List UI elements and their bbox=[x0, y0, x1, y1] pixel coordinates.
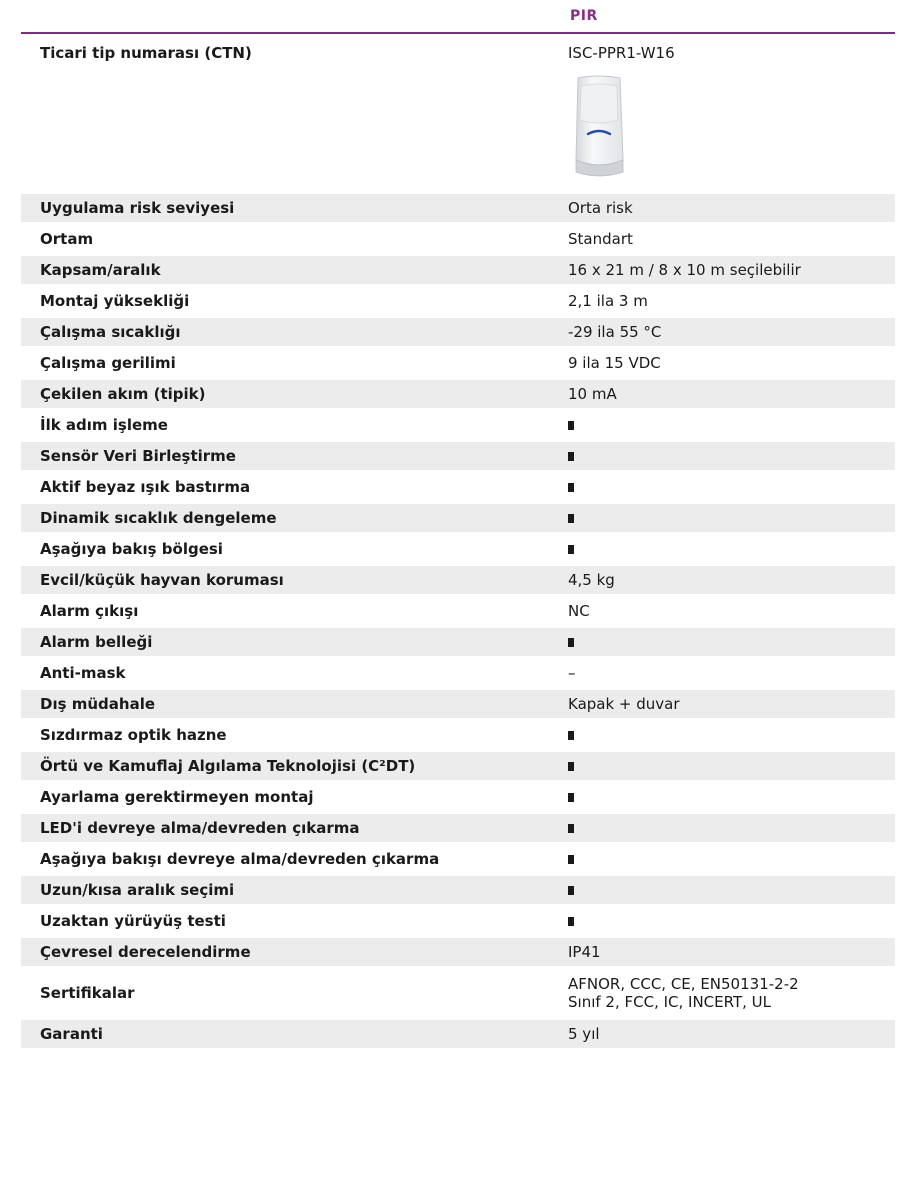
table-row bbox=[21, 721, 895, 752]
row-value: 2,1 ila 3 m bbox=[568, 292, 648, 310]
row-label: Çalışma sıcaklığı bbox=[40, 323, 181, 341]
row-label: Evcil/küçük hayvan koruması bbox=[40, 571, 284, 589]
row-value: ISC-PPR1-W16 bbox=[568, 44, 675, 62]
row-value bbox=[549, 721, 895, 749]
row-label: Çekilen akım (tipik) bbox=[40, 385, 206, 403]
row-value bbox=[549, 969, 895, 1017]
row-value bbox=[549, 504, 895, 532]
table-row bbox=[21, 442, 895, 473]
table-row bbox=[21, 1020, 895, 1051]
feature-bullet-icon bbox=[568, 731, 574, 740]
table-row bbox=[21, 256, 895, 287]
table-row bbox=[21, 752, 895, 783]
table-row bbox=[21, 380, 895, 411]
table-row-ctn bbox=[21, 34, 895, 194]
table-row bbox=[21, 845, 895, 876]
table-row bbox=[21, 690, 895, 721]
row-label: Alarm belleği bbox=[40, 633, 153, 651]
row-value bbox=[549, 752, 895, 780]
row-value-line: AFNOR, CCC, CE, EN50131-2-2 bbox=[568, 975, 799, 993]
row-label: Sızdırmaz optik hazne bbox=[40, 726, 227, 744]
table-row bbox=[21, 349, 895, 380]
row-value bbox=[549, 907, 895, 935]
row-label: İlk adım işleme bbox=[40, 416, 168, 434]
table-row bbox=[21, 907, 895, 938]
row-value bbox=[549, 442, 895, 470]
row-label: Çalışma gerilimi bbox=[40, 354, 176, 372]
feature-bullet-icon bbox=[568, 421, 574, 430]
row-value: -29 ila 55 °C bbox=[568, 323, 662, 341]
row-label: Çevresel derecelendirme bbox=[40, 943, 251, 961]
row-label: Uzun/kısa aralık seçimi bbox=[40, 881, 235, 899]
row-label: Sensör Veri Birleştirme bbox=[40, 447, 236, 465]
table-row bbox=[21, 938, 895, 969]
table-row bbox=[21, 783, 895, 814]
motion-detector-image bbox=[568, 74, 630, 180]
table-row bbox=[21, 814, 895, 845]
row-value: NC bbox=[568, 602, 590, 620]
row-value bbox=[549, 783, 895, 811]
table-row bbox=[21, 566, 895, 597]
feature-bullet-icon bbox=[568, 483, 574, 492]
row-value bbox=[549, 814, 895, 842]
feature-bullet-icon bbox=[568, 917, 574, 926]
row-value: – bbox=[568, 664, 576, 682]
row-label: Ticari tip numarası (CTN) bbox=[40, 44, 252, 62]
row-label: Alarm çıkışı bbox=[40, 602, 139, 620]
table-row bbox=[21, 318, 895, 349]
row-value: 4,5 kg bbox=[568, 571, 615, 589]
row-label: Aşağıya bakış bölgesi bbox=[40, 540, 223, 558]
row-label: Anti-mask bbox=[40, 664, 126, 682]
row-label: Garanti bbox=[40, 1025, 103, 1043]
row-label: Kapsam/aralık bbox=[40, 261, 161, 279]
row-value: Orta risk bbox=[568, 199, 633, 217]
table-row bbox=[21, 628, 895, 659]
table-row bbox=[21, 411, 895, 442]
feature-bullet-icon bbox=[568, 824, 574, 833]
feature-bullet-icon bbox=[568, 545, 574, 554]
row-value bbox=[549, 535, 895, 563]
feature-bullet-icon bbox=[568, 855, 574, 864]
row-value: Standart bbox=[568, 230, 633, 248]
row-value: 16 x 21 m / 8 x 10 m seçilebilir bbox=[568, 261, 801, 279]
row-label: Montaj yüksekliği bbox=[40, 292, 190, 310]
feature-bullet-icon bbox=[568, 638, 574, 647]
row-label: Dış müdahale bbox=[40, 695, 156, 713]
row-label: Uzaktan yürüyüş testi bbox=[40, 912, 226, 930]
column-title: PIR bbox=[570, 8, 598, 24]
table-row bbox=[21, 504, 895, 535]
row-value bbox=[549, 628, 895, 656]
table-row bbox=[21, 287, 895, 318]
table-row bbox=[21, 597, 895, 628]
table-row bbox=[21, 876, 895, 907]
row-value: 5 yıl bbox=[568, 1025, 600, 1043]
row-value: Kapak + duvar bbox=[568, 695, 680, 713]
feature-bullet-icon bbox=[568, 886, 574, 895]
feature-bullet-icon bbox=[568, 452, 574, 461]
row-value bbox=[549, 876, 895, 904]
row-label: LED'i devreye alma/devreden çıkarma bbox=[40, 819, 360, 837]
row-value: 10 mA bbox=[568, 385, 617, 403]
row-value bbox=[549, 411, 895, 439]
row-label: Örtü ve Kamuflaj Algılama Teknolojisi (C²DT) bbox=[40, 757, 416, 775]
table-row bbox=[21, 969, 895, 1020]
row-label: Ayarlama gerektirmeyen montaj bbox=[40, 788, 314, 806]
row-label: Dinamik sıcaklık dengeleme bbox=[40, 509, 277, 527]
row-value bbox=[549, 473, 895, 501]
table-row bbox=[21, 535, 895, 566]
row-value bbox=[549, 845, 895, 873]
feature-bullet-icon bbox=[568, 762, 574, 771]
row-value-line: Sınıf 2, FCC, IC, INCERT, UL bbox=[568, 993, 771, 1011]
feature-bullet-icon bbox=[568, 514, 574, 523]
row-label: Ortam bbox=[40, 230, 94, 248]
table-row bbox=[21, 194, 895, 225]
table-row bbox=[21, 659, 895, 690]
row-value: 9 ila 15 VDC bbox=[568, 354, 661, 372]
table-row bbox=[21, 225, 895, 256]
feature-bullet-icon bbox=[568, 793, 574, 802]
row-label: Aktif beyaz ışık bastırma bbox=[40, 478, 251, 496]
row-label: Aşağıya bakışı devreye alma/devreden çıkarma bbox=[40, 850, 440, 868]
row-value: IP41 bbox=[568, 943, 601, 961]
table-header bbox=[21, 0, 895, 34]
row-label: Sertifikalar bbox=[40, 984, 135, 1002]
row-label: Uygulama risk seviyesi bbox=[40, 199, 235, 217]
table-row bbox=[21, 473, 895, 504]
spec-table bbox=[21, 0, 895, 1051]
